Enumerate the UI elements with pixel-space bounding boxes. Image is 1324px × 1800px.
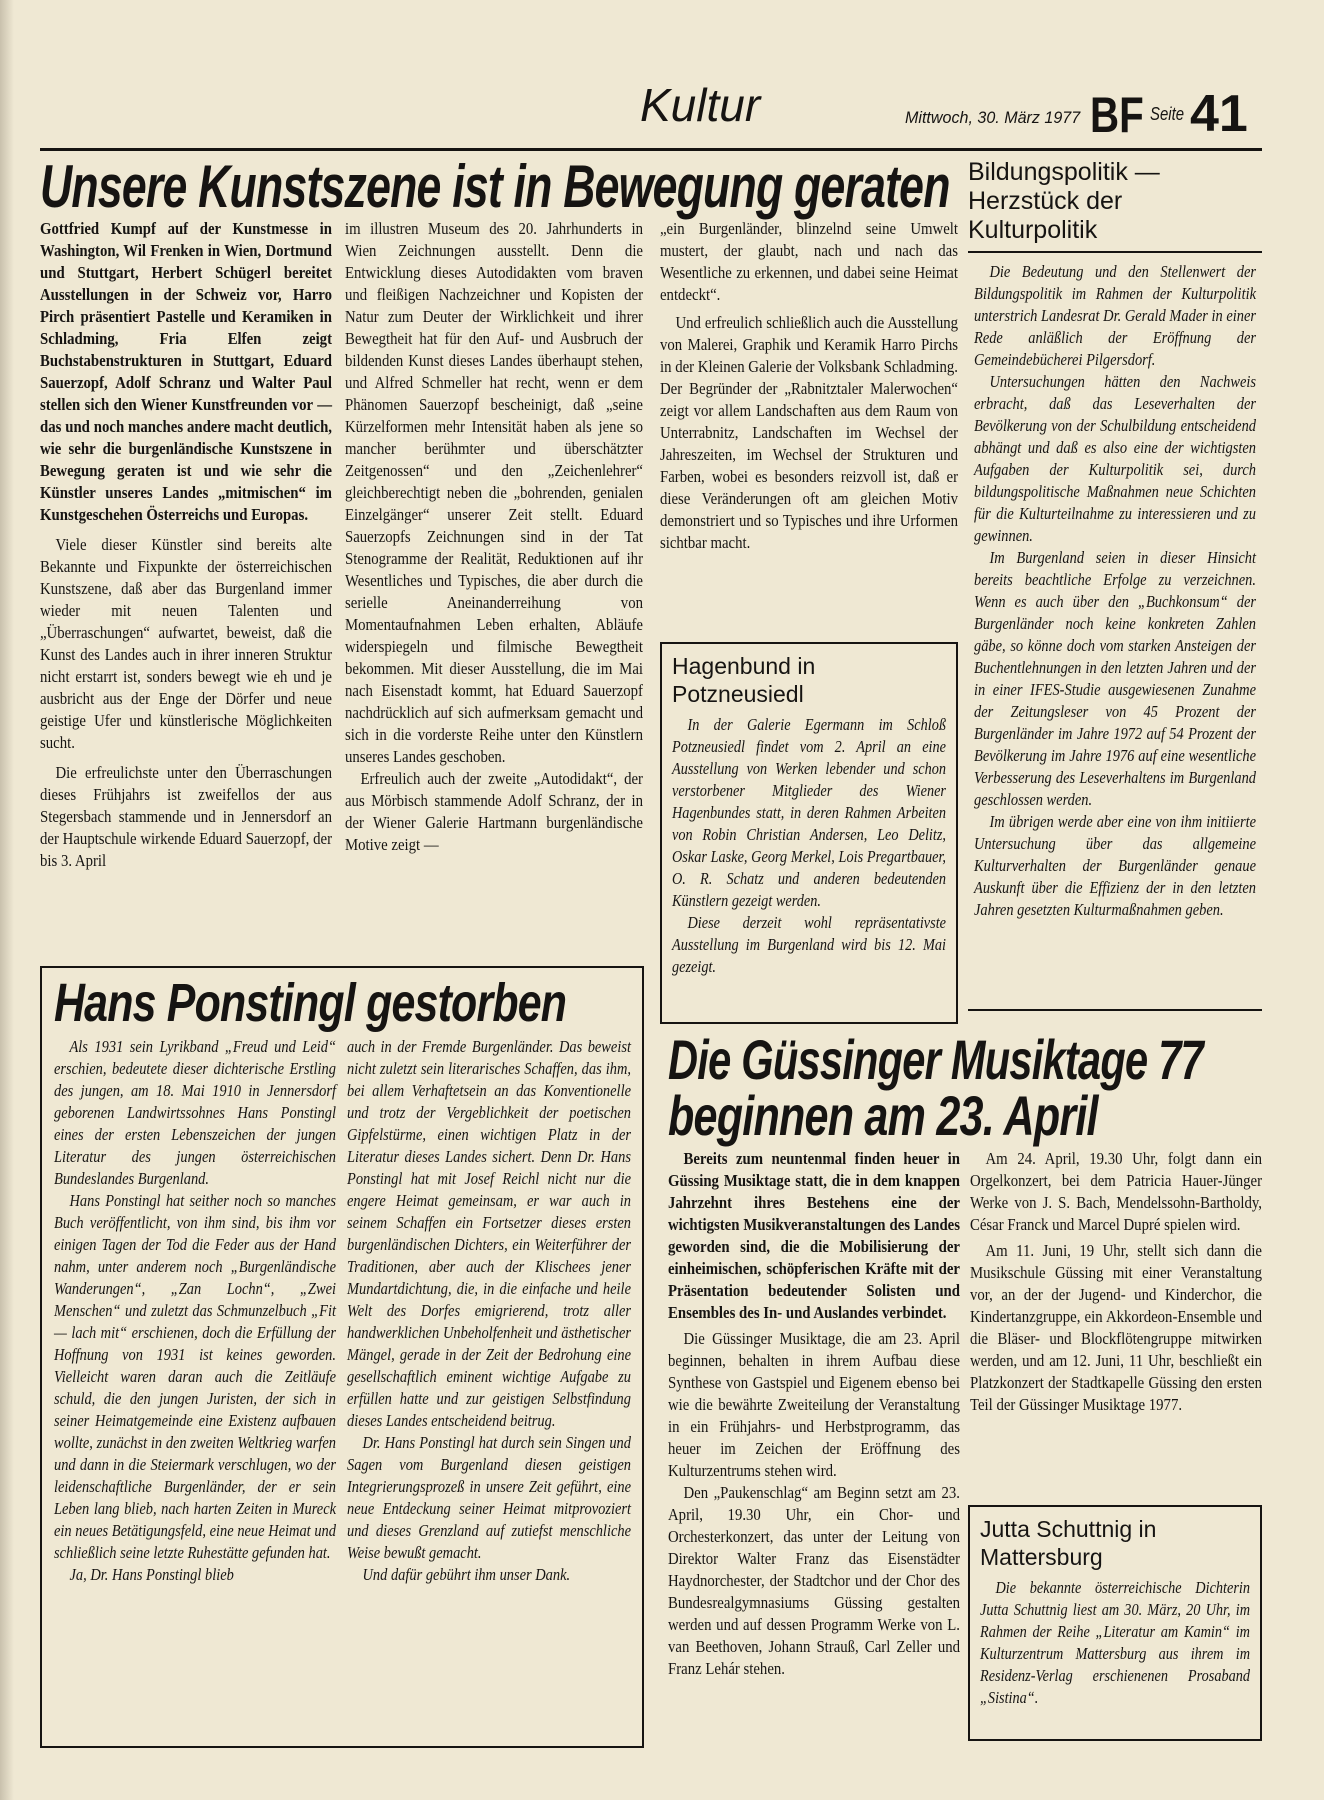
paragraph: Die Güssinger Musiktage, die am 23. April beginnen, behalten in ihrem Aufbau diese Synthese von Gastspiel und Eigenem ebenso bei wie die bewährte Zweiteilung der Veranstaltung in ein Frühjahrs- und Herbstprogramm, das heuer im Zeichen der Eröffnung des Kulturzentrums stehen wird.: [668, 1329, 960, 1480]
paragraph: „ein Burgenländer, blinzelnd seine Umwelt mustert, der glaubt, nach und nach das Wesentliche zu erkennen, und dabei seine Heimat entdeckt“.: [660, 219, 958, 304]
paragraph: Die erfreulichste unter den Überraschungen dieses Frühjahrs ist zweifellos der aus Stegersbach stammende und in Jennersdorf an der Hauptschule wirkende Eduard Sauerzopf, der bis 3. April: [40, 763, 332, 870]
paragraph: Untersuchungen hätten den Nachweis erbracht, daß das Leseverhalten der Bevölkerung von der Schulbildung entscheidend abhängt und daß es also eine der wichtigsten Aufgaben der Kulturpolitik sei, durch bildungspolitische Maßnahmen neue Schichten für die Kulturteilnahme zu interessieren und zu gewinnen.: [974, 372, 1256, 545]
paragraph: Am 24. April, 19.30 Uhr, folgt dann ein Orgelkonzert, bei dem Patricia Hauer-Jünger Werke von J. S. Bach, Mendelssohn-Bartholdy, César Franck und Marcel Dupré spielen wird.: [970, 1149, 1262, 1234]
lead-paragraph: Gottfried Kumpf auf der Kunstmesse in Washington, Wil Frenken in Wien, Dortmund und Stuttgart, Herbert Schügerl bereitet Ausstellungen in der Schweiz vor, Harro Pirch präsentiert Pastelle und Keramiken in Schladming, Fria Elfen zeigt Buchstabenstrukturen in Stuttgart, Eduard Sauerzopf, Adolf Schranz und Walter Paul stellen sich den Wiener Kunstfreunden vor — das und noch manches andere macht deutlich, wie sehr die burgenländische Kunstszene in Bewegung geraten ist und wie sehr die Künstler unseres Landes „mitmischen“ im Kunstgeschehen Österreichs und Europas.: [40, 219, 332, 524]
paragraph: Und dafür gebührt ihm unser Dank.: [362, 1565, 571, 1584]
paragraph: Am 11. Juni, 19 Uhr, stellt sich dann die Musikschule Güssing mit einer Veranstaltung vor, an der der Jugend- und Kinderchor, die Kindertanzgruppe, ein Akkordeon-Ensemble und die Bläser- und Blockflötengruppe mitwirken werden, und am 12. Juni, 11 Uhr, beschließt ein Platzkonzert der Stadtkapelle Güssing den ersten Teil der Güssinger Musiktage 1977.: [970, 1241, 1262, 1414]
header-rule: [40, 148, 1262, 151]
schuttnig-title: Jutta Schuttnig in Mattersburg: [980, 1516, 1157, 1570]
scan-edge: [0, 0, 14, 1800]
bildungspolitik-body: [968, 261, 1262, 1005]
paragraph: Und erfreulich schließlich auch die Ausstellung von Malerei, Graphik und Keramik Harro Pirchs in der Kleinen Galerie der Volksbank Schladming. Der Begründer der „Rabnitztaler Malerwochen“ zeigt vor allem Landschaften aus dem Raum von Unterrabnitz, Landschaften im Wechsel der Jahreszeiten, im Wechsel der Strukturen und Farben, wobei es besonders reizvoll ist, daß er diese Veränderungen oft am gleichen Motiv demonstriert und so Typisches und ihre Urformen sichtbar macht.: [660, 313, 958, 552]
newspaper-logo: BF: [1090, 87, 1144, 143]
paragraph: im illustren Museum des 20. Jahrhunderts in Wien Zeichnungen ausstellt. Denn die Entwicklung dieses Autodidakten vom braven und fleißigen Nachzeichner und Kopisten der Natur zum Deuter der Wirklichkeit und ihrer Bewegtheit hat für den Auf- und Ausbruch der bildenden Kunst dieses Landes überhaupt stehen, und Alfred Schmeller hat recht, wenn er dem Phänomen Sauerzopf bescheinigt, daß „seine Kürzelformen mehr Intensität haben als jene so mancher berühmter und überschätzter Zeitgenossen“ und den „Zeichenlehrer“ gleichberechtigt neben die „bohrenden, genialen Einzelgänger“ unserer Zeit stellt. Eduard Sauerzopfs Zeichnungen sind in der Tat Stenogramme der Realität, Reduktionen auf ihr Wesentliches und Typisches, die aber durch die serielle Aneinanderreihung von Momentaufnahmen Leben erhalten, Abläufe widerspiegeln und filmische Bewegtheit bekommen. Mit dieser Ausstellung, die im Mai nach Eisenstadt kommt, hat Eduard Sauerzopf nachdrücklich auf sich aufmerksam gemacht und sich in die vorderste Reihe unter den Künstlern unseres Landes geschoben.: [345, 219, 643, 766]
paragraph: Dr. Hans Ponstingl hat durch sein Singen und Sagen vom Burgenland diesen geistigen Integrierungsprozeß in unsere Zeit geführt, eine neue Entdeckung seiner Heimat mitprovoziert und dieses Grenzland auf zutiefst menschliche Weise bewußt gemacht.: [347, 1433, 631, 1562]
bildungspolitik-article: [968, 158, 1262, 1011]
paragraph: Hans Ponstingl hat seither noch so manches Buch veröffentlicht, von ihm sind, bis ihm vor einigen Tagen der Tod die Feder aus der Hand nahm, unter anderem noch „Burgenländische Wanderungen“, „Zan Lochn“, „Zwei Menschen“ und zuletzt das Schmunzelbuch „Fit — lach mit“ erschienen, doch die Erfüllung der Hoffnung von 1931 ist keines geworden. Vielleicht waren daran auch die Zeitläufe schuld, die den jungen Juristen, der sich in seiner Heimatgemeinde eine Existenz aufbauen wollte, zunächst in den zweiten Weltkrieg warfen und dann in die Steiermark verschlugen, wo der leidenschaftliche Burgenländer, der er sein Leben lang blieb, nach harten Zeiten in Mureck ein neues Betätigungsfeld, eine neue Heimat und schließlich seine letzte Ruhestätte gefunden hat.: [54, 1191, 336, 1562]
divider: [968, 251, 1262, 253]
paragraph: Diese derzeit wohl repräsentativste Ausstellung im Burgenland wird bis 12. Mai gezeigt.: [672, 913, 946, 976]
headline-ponstingl: Hans Ponstingl gestorben: [54, 973, 567, 1033]
divider: [968, 1009, 1262, 1011]
kunstszene-column-1: [40, 218, 332, 954]
paragraph: Die bekannte österreichische Dichterin Jutta Schuttnig liest am 30. März, 20 Uhr, im Rahmen der Reihe „Literatur am Kamin“ im Kulturzentrum Mattersburg aus ihrem im Residenz-Verlag erschienenen Prosaband „Sistina“.: [980, 1578, 1250, 1707]
musiktage-column-2: [970, 1148, 1262, 1496]
ponstingl-column-2: [347, 1036, 631, 1736]
kunstszene-column-3: [660, 218, 958, 630]
musiktage-column-1: [668, 1148, 960, 1748]
paragraph: Als 1931 sein Lyrikband „Freud und Leid“ erschien, bedeutete dieser dichterische Erstling des jungen, am 18. Mai 1910 in Jennersdorf geborenen Landwirtssohnes Hans Ponstingl eines der ersten Lebenszeichen der jungen Literatur des jungen österreichischen Bundeslandes Burgenland.: [54, 1037, 336, 1188]
section-title: Kultur: [640, 79, 761, 131]
page-label: Seite: [1150, 104, 1185, 124]
paragraph: In der Galerie Egermann im Schloß Potzneusiedl findet vom 2. April an eine Ausstellung von Werken lebender und schon verstorbener Mitglieder des Wiener Hagenbundes statt, in deren Rahmen Arbeiten von Robin Christian Andersen, Leo Delitz, Oskar Laske, Georg Merkel, Lois Pregartbauer, O. R. Schatz und anderen bedeutenden Künstlern gezeigt werden.: [672, 715, 946, 910]
schuttnig-box: [968, 1505, 1262, 1741]
issue-date: Mittwoch, 30. März 1977: [905, 108, 1081, 127]
paragraph: Im übrigen werde aber eine von ihm initiierte Untersuchung über das allgemeine Kulturverhalten der Burgenländer genaue Auskunft über die Effizienz der in den letzten Jahren gesetzten Kulturmaßnahmen geben.: [974, 812, 1256, 919]
kunstszene-column-2: [345, 218, 643, 954]
bildungspolitik-title: Bildungspolitik — Herzstück der Kulturpolitik: [968, 158, 1160, 244]
page-number: 41: [1190, 85, 1248, 143]
paragraph: Viele dieser Künstler sind bereits alte Bekannte und Fixpunkte der österreichischen Kunstszene, daß aber das Burgenland immer wieder mit neuen Talenten und „Überraschungen“ aufwartet, beweist, daß die Kunst des Landes auch in ihrer inneren Struktur nicht erstarrt ist, sonders bewegt wie eh und je ausbricht aus der Enge der Dörfer und neue geistige Ufer und künstlerische Möglichkeiten sucht.: [40, 535, 332, 752]
paragraph: Den „Paukenschlag“ am Beginn setzt am 23. April, 19.30 Uhr, ein Chor- und Orchesterkonzert, das unter der Leitung von Direktor Walter Franz das Eisenstädter Haydnorchester, der Stadtchor und der Chor des Bundesrealgymnasiums Güssing gestalten werden und auf dessen Programm Werke von L. van Beethoven, Johann Strauß, Carl Zeller und Franz Lehár stehen.: [668, 1483, 960, 1678]
paragraph: Ja, Dr. Hans Ponstingl blieb: [69, 1565, 234, 1584]
hagenbund-box: [660, 642, 958, 1024]
paragraph: Im Burgenland seien in dieser Hinsicht bereits beachtliche Erfolge zu verzeichnen. Wenn es auch über den „Buchkonsum“ der Burgenländer noch keine konkreten Zahlen gäbe, so könne doch vom starken Ansteigen der Buchentlehnungen in den letzten Jahren und der in einer IFES-Studie ausgewiesenen Zunahme der Zeitungsleser von 45 Prozent der Burgenländer im Jahre 1972 auf 54 Prozent der Bevölkerung im Jahre 1976 auf eine wesentliche Verbesserung des Leseverhaltens im Burgenland geschlossen werden.: [974, 548, 1256, 809]
lead-paragraph: Bereits zum neuntenmal finden heuer in Güssing Musiktage statt, die in dem knappen Jahrzehnt ihres Bestehens eine der wichtigsten Musikveranstaltungen des Landes geworden sind, die die Mobilisierung der einheimischen, schöpferischen Kräfte mit der Präsentation bedeutender Solisten und Ensembles des In- und Auslandes verbindet.: [668, 1149, 960, 1322]
hagenbund-title: Hagenbund in Potzneusiedl: [672, 653, 816, 707]
headline-kunstszene: Unsere Kunstszene ist in Bewegung geraten: [40, 153, 950, 220]
hagenbund-body: [672, 714, 946, 1012]
ponstingl-column-1: [54, 1036, 336, 1736]
paragraph: Die Bedeutung und den Stellenwert der Bildungspolitik im Rahmen der Kulturpolitik unterstrich Landesrat Dr. Gerald Mader in einer Rede anläßlich der Eröffnung der Gemeindebücherei Pilgersdorf.: [974, 262, 1256, 369]
paragraph: Erfreulich auch der zweite „Autodidakt“, der aus Mörbisch stammende Adolf Schranz, der in der Wiener Galerie Hartmann burgenländische Motive zeigt —: [345, 769, 643, 854]
paragraph: auch in der Fremde Burgenländer. Das beweist nicht zuletzt sein literarisches Schaffen, das ihm, bei allem Verhaftetsein an das Konventionelle und trotz der Vergeblichkeit der poetischen Gipfelstürme, einen wichtigen Platz in der Literatur dieses Landes sichert. Denn Dr. Hans Ponstingl hat mit Josef Reichl nicht nur die engere Heimat gemeinsam, er war auch in seinem Schaffen ein Fortsetzer dieses ersten burgenländischen Dichters, ein Weiterführer der Traditionen, aber auch der Klischees jener Mundartdichtung, die, in die einfache und heile Welt des Dorfes emigrierend, trotz aller handwerklichen Unbeholfenheit und ästhetischer Mängel, gerade in der Zeit der Bedrohung eine gesellschaftlich eminent wichtige Aufgabe zu erfüllen hatte und zur geistigen Selbstfindung dieses Landes entscheidend beitrug.: [347, 1037, 631, 1430]
schuttnig-body: [980, 1577, 1250, 1727]
headline-musiktage: Die Güssinger Musiktage 77 beginnen am 23. April: [668, 1028, 1203, 1147]
